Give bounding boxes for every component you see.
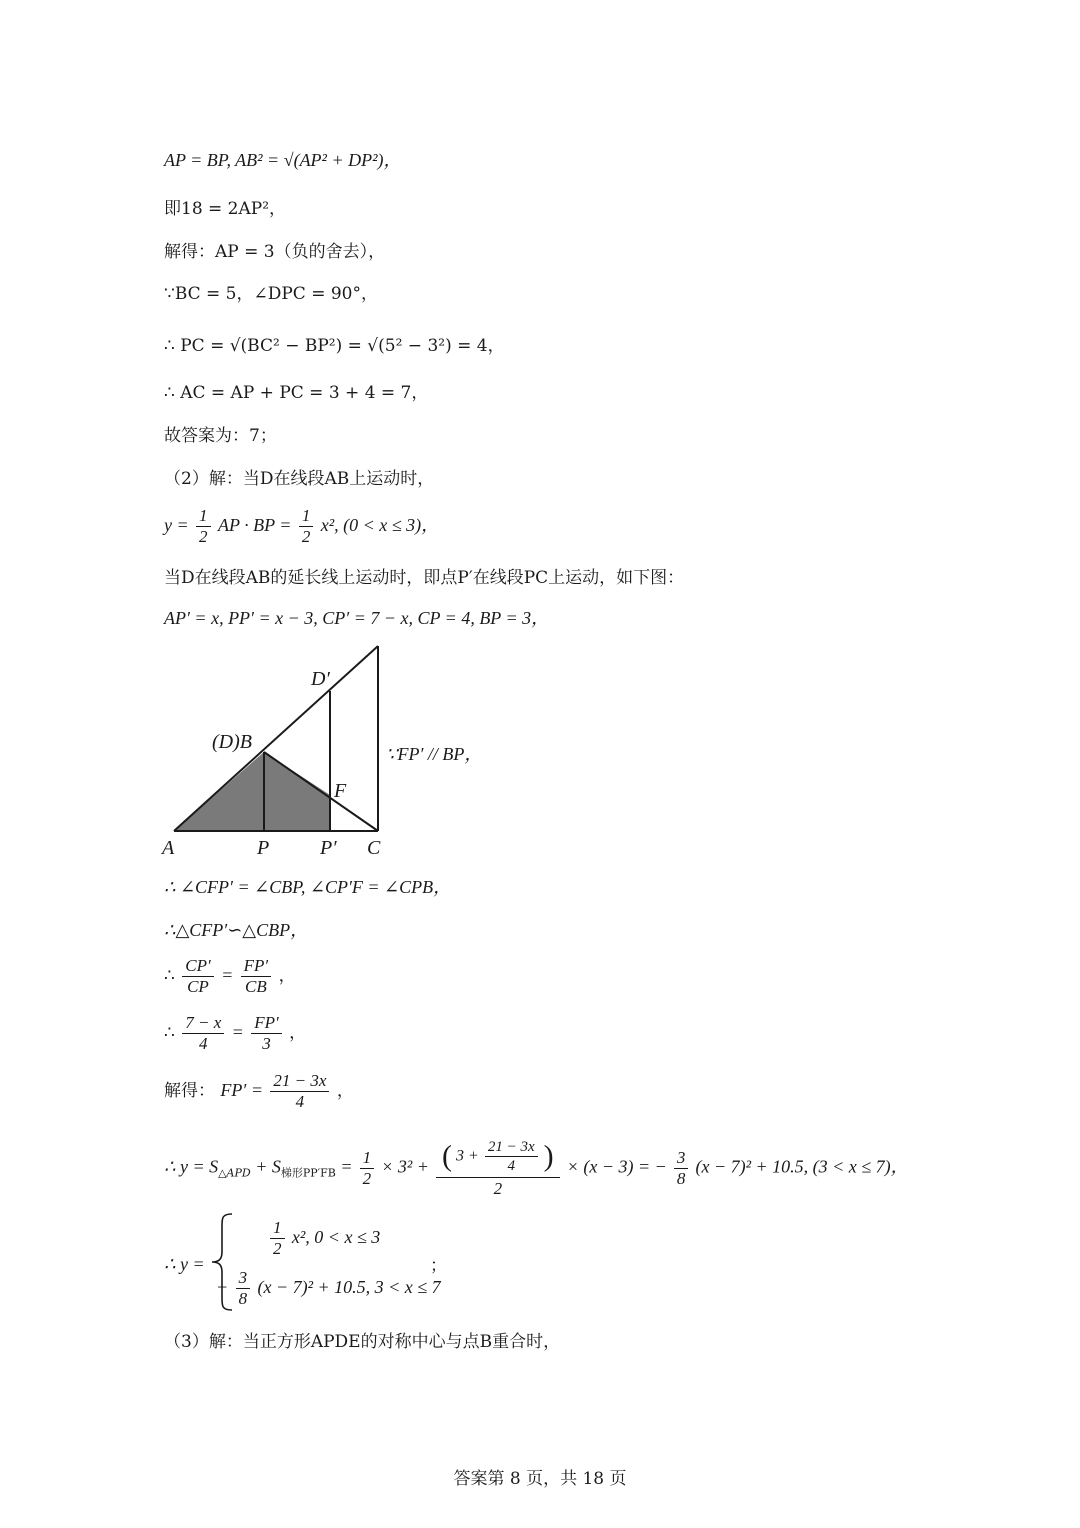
text: AP′ = x, PP′ = x − 3, CP′ = 7 − x, CP = 4, BP = 3， bbox=[164, 608, 550, 628]
sub: △APD bbox=[218, 1166, 251, 1180]
den: 4 bbox=[507, 1158, 515, 1174]
text: − bbox=[216, 1277, 229, 1297]
den: CP bbox=[187, 977, 209, 996]
fraction-fp bbox=[241, 956, 272, 997]
comma: ， bbox=[289, 1023, 307, 1043]
num: 21 − 3x bbox=[270, 1071, 329, 1092]
text: x², 0 < x ≤ 3 bbox=[291, 1227, 381, 1247]
text: ∴ ∠CFP′ = ∠CBP, ∠CP′F = ∠CPB， bbox=[164, 877, 452, 897]
num: 3 bbox=[236, 1268, 251, 1289]
line-ratio-2 bbox=[164, 1013, 306, 1054]
fraction-half bbox=[270, 1218, 285, 1259]
text: × 3² + bbox=[381, 1156, 429, 1177]
fraction-fp-3 bbox=[251, 1013, 282, 1054]
text: ∴△CFP′∽△CBP， bbox=[164, 920, 309, 940]
line-part3-heading bbox=[164, 1330, 560, 1354]
text: ∵FP′ // BP， bbox=[386, 744, 483, 764]
label-p-prime: P′ bbox=[320, 837, 337, 859]
sub: 梯形PP′FB bbox=[280, 1166, 336, 1180]
shaded-region bbox=[174, 752, 330, 831]
text: 当D在线段AB的延长线上运动时，即点P′在线段PC上运动，如下图： bbox=[164, 568, 685, 588]
fraction-21-3x bbox=[270, 1071, 329, 1112]
num: 3 bbox=[674, 1148, 689, 1169]
line-semicolon bbox=[430, 1254, 447, 1278]
geometry-figure bbox=[160, 640, 400, 865]
therefore-symbol: ∴ bbox=[164, 1023, 175, 1043]
den: 8 bbox=[238, 1289, 248, 1308]
text: （3）解：当正方形APDE的对称中心与点B重合时， bbox=[164, 1332, 561, 1352]
fraction-3-8 bbox=[236, 1268, 251, 1309]
comma: ， bbox=[278, 966, 296, 986]
line-ab-relation bbox=[164, 148, 401, 173]
text: x², (0 < x ≤ 3)， bbox=[320, 515, 440, 535]
den: 2 bbox=[362, 1168, 372, 1188]
text: ∴ AC = AP + PC = 3 + 4 = 7， bbox=[164, 383, 429, 403]
line-angles bbox=[164, 875, 451, 900]
page-footer: 答案第 8 页，共 18 页 bbox=[453, 1469, 627, 1489]
den: 2 bbox=[273, 1239, 282, 1258]
line-extension-case bbox=[164, 566, 684, 590]
line-piece-2 bbox=[216, 1268, 441, 1309]
line-similar bbox=[164, 918, 308, 943]
text: 即18 = 2AP²， bbox=[164, 199, 287, 219]
text: 解得：AP = 3（负的舍去）， bbox=[164, 242, 386, 262]
line-equation-18 bbox=[164, 197, 286, 221]
line-given-bc bbox=[164, 282, 378, 306]
line-solve-ap bbox=[164, 240, 385, 264]
fraction-trapezoid bbox=[436, 1136, 560, 1200]
num: ( 3 + $\frac{21 - 3x}{4}$ ) bbox=[436, 1136, 560, 1178]
fraction-half bbox=[299, 506, 314, 547]
den: 4 bbox=[295, 1092, 305, 1111]
fraction-half bbox=[360, 1148, 375, 1189]
text: FP′ = bbox=[220, 1080, 263, 1100]
label-p: P bbox=[257, 837, 270, 859]
line-y-first-case bbox=[164, 506, 439, 547]
label-b: (D)B bbox=[212, 731, 252, 753]
num: 1 bbox=[196, 506, 211, 527]
text: ∵BC = 5，∠DPC = 90°， bbox=[164, 284, 379, 304]
therefore-symbol: ∴ bbox=[164, 966, 175, 986]
fraction-half bbox=[196, 506, 211, 547]
den: 2 bbox=[301, 527, 311, 546]
equals: = bbox=[231, 1022, 244, 1042]
den: 2 bbox=[493, 1179, 503, 1198]
line-part2-heading bbox=[164, 467, 434, 491]
line-lengths bbox=[164, 606, 549, 631]
text: 故答案为：7； bbox=[164, 426, 277, 446]
num: 21 − 3x bbox=[485, 1138, 538, 1157]
line-pc bbox=[164, 334, 505, 358]
den: 2 bbox=[199, 527, 208, 546]
text: × (x − 3) = − bbox=[566, 1156, 667, 1177]
text: AP · BP = bbox=[217, 515, 292, 535]
num: FP′ bbox=[241, 956, 272, 977]
num: 1 bbox=[270, 1218, 285, 1239]
text: ∴ PC = √(BC² − BP²) = √(5² − 3²) = 4， bbox=[164, 336, 505, 356]
text: 3 + bbox=[456, 1147, 479, 1165]
text: = bbox=[335, 1156, 353, 1177]
line-fp-solution bbox=[164, 1071, 354, 1112]
line-ac bbox=[164, 381, 428, 405]
text: ； bbox=[430, 1256, 447, 1276]
num: CP′ bbox=[182, 956, 213, 977]
text: y = bbox=[164, 515, 189, 535]
num: 1 bbox=[360, 1148, 375, 1169]
text: （2）解：当D在线段AB上运动时， bbox=[164, 469, 435, 489]
num: FP′ bbox=[251, 1013, 282, 1034]
den: 3 bbox=[262, 1034, 271, 1053]
fraction-cp bbox=[182, 956, 213, 997]
den: CB bbox=[245, 977, 267, 996]
label-d-prime: D′ bbox=[311, 668, 330, 690]
text: 解得： bbox=[164, 1081, 215, 1101]
text: AP = BP, AB² = √(AP² + DP²)， bbox=[164, 150, 402, 170]
label-c: C bbox=[367, 837, 381, 859]
equals: = bbox=[221, 965, 234, 985]
line-piece-1 bbox=[268, 1218, 380, 1259]
text: ∴ y = S bbox=[164, 1156, 219, 1177]
text: (x − 7)² + 10.5, 3 < x ≤ 7 bbox=[257, 1277, 441, 1297]
fraction-inner bbox=[485, 1138, 538, 1175]
text: ∴ y = bbox=[164, 1254, 205, 1274]
text: + S bbox=[250, 1156, 281, 1177]
den: 4 bbox=[199, 1034, 208, 1053]
den: 8 bbox=[676, 1168, 686, 1188]
fraction-7-x bbox=[182, 1013, 224, 1054]
fraction-3-8 bbox=[674, 1148, 689, 1189]
num: 7 − x bbox=[182, 1013, 224, 1034]
text: (x − 7)² + 10.5, (3 < x ≤ 7)， bbox=[695, 1156, 909, 1177]
line-ratio-1 bbox=[164, 956, 296, 997]
line-piecewise-label bbox=[164, 1252, 205, 1277]
label-f: F bbox=[334, 780, 347, 802]
label-a: A bbox=[162, 837, 175, 859]
comma: ， bbox=[336, 1081, 354, 1101]
num: 1 bbox=[299, 506, 314, 527]
line-area-formula bbox=[164, 1136, 909, 1200]
line-answer bbox=[164, 424, 277, 448]
line-parallel bbox=[386, 742, 482, 767]
